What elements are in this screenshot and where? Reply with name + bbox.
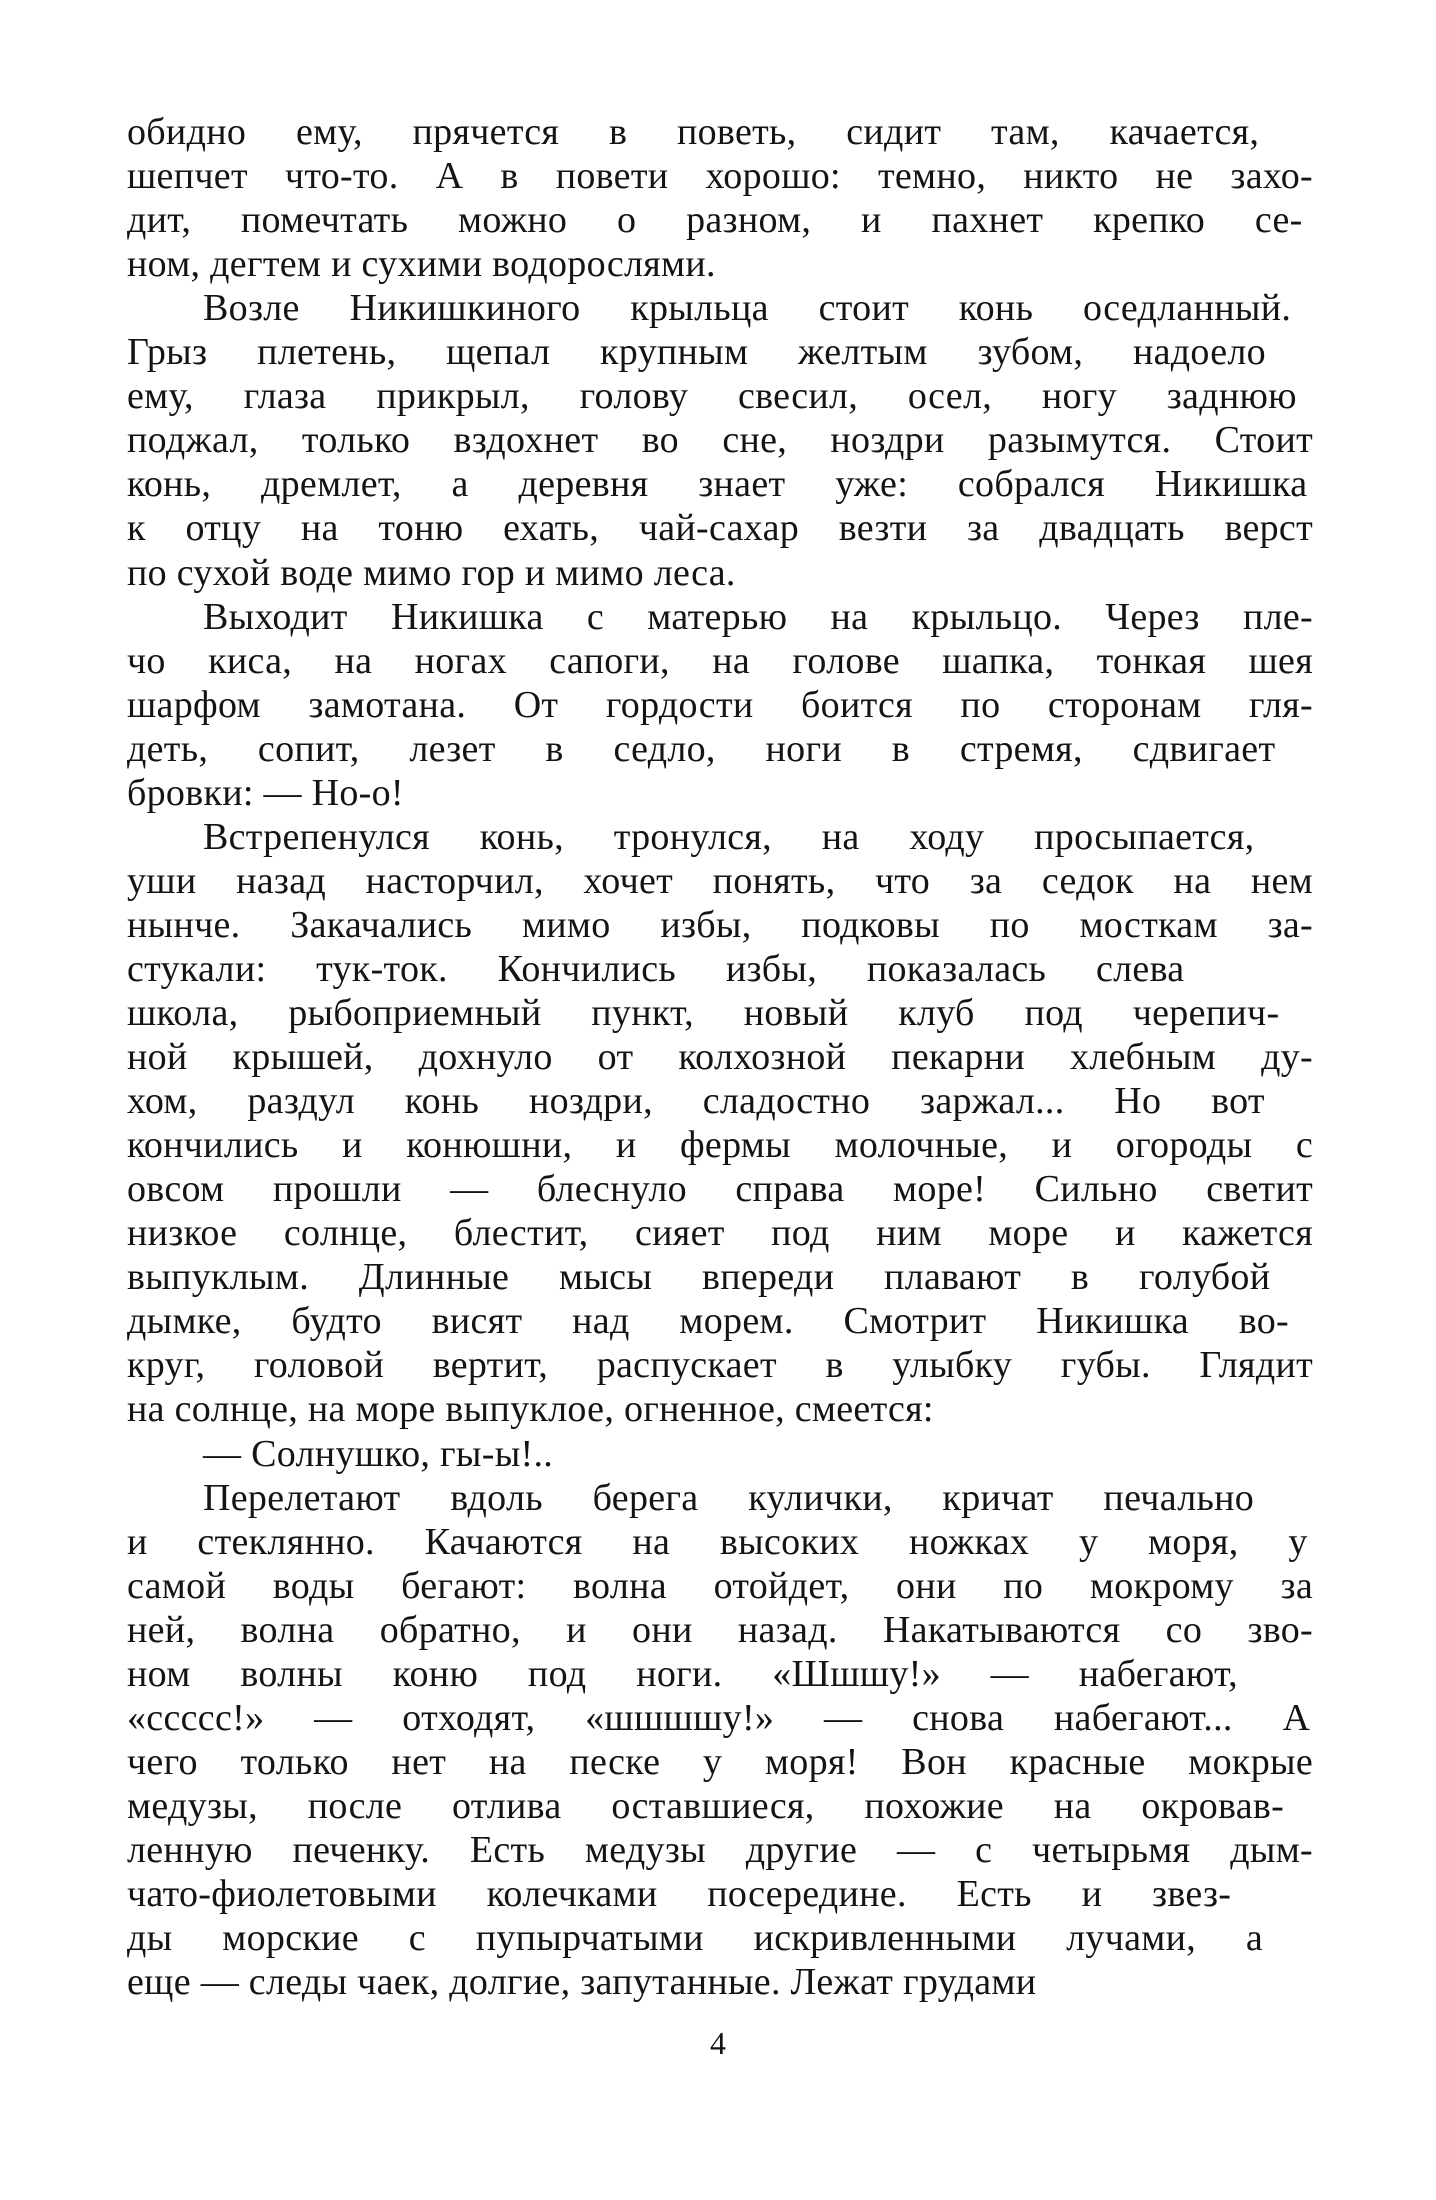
- text-line: низкое солнце, блестит, сияет под ним море и кажется: [127, 1212, 1313, 1255]
- text-line: медузы, после отлива оставшиеся, похожие на окровав-: [127, 1784, 1285, 1827]
- text-line: ном, дегтем и сухими водорослями.: [127, 243, 716, 286]
- text-line: школа, рыбоприемный пункт, новый клуб под черепич-: [127, 992, 1280, 1034]
- text-line: поджал, только вздохнет во сне, ноздри разымутся. Стоит: [127, 419, 1313, 462]
- text-line: круг, головой вертит, распускает в улыбку губы. Глядит: [127, 1344, 1313, 1387]
- text-line: деть, сопит, лезет в седло, ноги в стремя, сдвигает: [127, 727, 1276, 770]
- text-line: на солнце, на море выпуклое, огненное, смеется:: [127, 1388, 934, 1431]
- text-line: ном волны коню под ноги. «Шшшу!» — набегают,: [127, 1652, 1238, 1695]
- text-line: дит, помечтать можно о разном, и пахнет крепко се-: [127, 199, 1303, 242]
- text-line: обидно ему, прячется в поветь, сидит там, качается,: [127, 111, 1260, 153]
- text-line: ленную печенку. Есть медузы другие — с четырьмя дым-: [127, 1828, 1313, 1871]
- text-line: по сухой воде мимо гор и мимо леса.: [127, 551, 736, 594]
- text-line: хом, раздул конь ноздри, сладостно заржал... Но вот: [127, 1080, 1265, 1123]
- text-line: — Солнушко, гы-ы!..: [203, 1432, 554, 1475]
- text-line: ему, глаза прикрыл, голову свесил, осел, ногу заднюю: [127, 375, 1297, 418]
- text-line: чато-фиолетовыми колечками посередине. Есть и звез-: [127, 1873, 1232, 1915]
- text-line: нынче. Закачались мимо избы, подковы по мосткам за-: [127, 903, 1313, 946]
- text-line: кончились и конюшни, и фермы молочные, и огороды с: [127, 1124, 1313, 1167]
- text-line: Встрепенулся конь, тронулся, на ходу просыпается,: [203, 815, 1255, 858]
- text-line: выпуклым. Длинные мысы впереди плавают в голубой: [127, 1256, 1271, 1299]
- page-number: 4: [710, 2025, 726, 2061]
- text-line: овсом прошли — блеснуло справа море! Сильно светит: [127, 1168, 1313, 1211]
- text-line: Грыз плетень, щепал крупным желтым зубом, надоело: [127, 331, 1266, 374]
- text-line: к отцу на тоню ехать, чай-сахар везти за двадцать верст: [127, 507, 1313, 550]
- text-line: ды морские с пупырчатыми искривленными лучами, а: [127, 1917, 1264, 1960]
- text-line: уши назад насторчил, хочет понять, что за седок на нем: [127, 859, 1313, 902]
- text-line: и стеклянно. Качаются на высоких ножках у моря, у: [127, 1520, 1308, 1563]
- text-line: шепчет что-то. А в повети хорошо: темно, никто не захо-: [127, 155, 1313, 198]
- text-line: ней, волна обратно, и они назад. Накатываются со зво-: [127, 1608, 1313, 1651]
- text-line: Возле Никишкиного крыльца стоит конь оседланный.: [203, 287, 1292, 330]
- text-line: бровки: — Но-о!: [127, 771, 404, 814]
- text-line: Перелетают вдоль берега кулички, кричат печально: [203, 1476, 1255, 1519]
- text-line: стукали: тук-ток. Кончились избы, показалась слева: [127, 947, 1185, 990]
- text-line: самой воды бегают: волна отойдет, они по мокрому за: [127, 1564, 1313, 1607]
- text-line: Выходит Никишка с матерью на крыльцо. Через пле-: [203, 595, 1313, 638]
- text-line: «ссссс!» — отходят, «шшшшу!» — снова набегают... А: [127, 1696, 1311, 1739]
- text-line: шарфом замотана. От гордости боится по сторонам гля-: [127, 683, 1313, 726]
- text-line: еще — следы чаек, долгие, запутанные. Лежат грудами: [127, 1961, 1037, 2004]
- text-line: дымке, будто висят над морем. Смотрит Никишка во-: [127, 1300, 1289, 1343]
- text-line: ной крышей, дохнуло от колхозной пекарни хлебным ду-: [127, 1036, 1313, 1079]
- text-line: чего только нет на песке у моря! Вон красные мокрые: [127, 1740, 1313, 1783]
- text-line: конь, дремлет, а деревня знает уже: собрался Никишка: [127, 463, 1308, 506]
- text-line: чо киса, на ногах сапоги, на голове шапка, тонкая шея: [127, 639, 1313, 682]
